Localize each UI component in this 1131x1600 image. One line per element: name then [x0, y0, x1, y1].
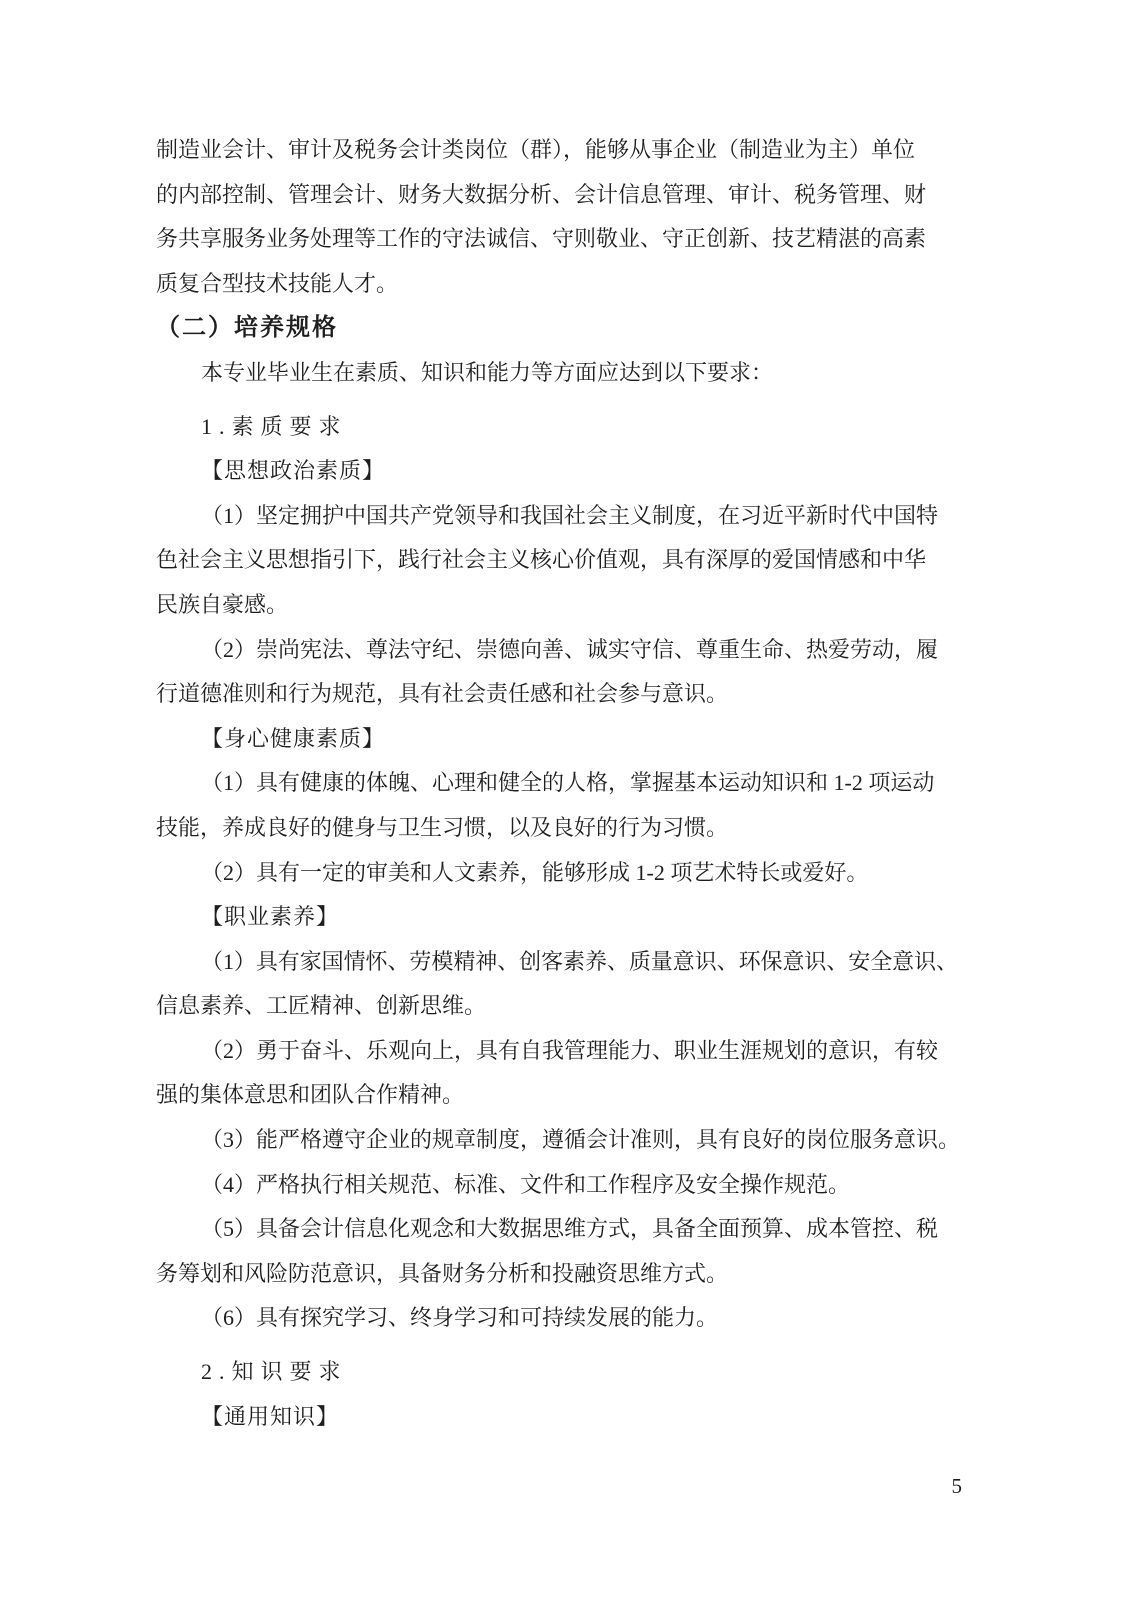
text-line: 质复合型技术技能人才。: [156, 270, 399, 296]
list-item-paragraph: [156, 494, 958, 628]
text-line: 【职业素养】: [201, 904, 340, 930]
text-line: 制造业会计、审计及税务会计类岗位（群），能够从事企业（制造业为主）单位: [156, 137, 916, 162]
bracket-heading: [156, 1395, 958, 1440]
page-number: 5: [951, 1474, 962, 1498]
text-line: 技能，养成良好的健身与卫生习惯，以及良好的行为习惯。: [156, 814, 729, 840]
text-line: 信息素养、工匠精神、创新思维。: [156, 993, 487, 1019]
list-item-paragraph: [156, 940, 958, 1029]
text-line: 民族自豪感。: [156, 591, 289, 617]
text-line: （2）具有一定的审美和人文素养，能够形成 1-2 项艺术特长或爱好。: [201, 859, 869, 885]
text-line: 【身心健康素质】: [201, 725, 386, 751]
list-item-paragraph: [156, 1207, 958, 1296]
list-item-paragraph: [156, 1163, 958, 1208]
text-line: （5）具备会计信息化观念和大数据思维方式，具备全面预算、成本管控、税: [201, 1216, 939, 1242]
text-line: （2）崇尚宪法、尊法守纪、崇德向善、诚实守信、尊重生命、热爱劳动，履: [201, 636, 939, 662]
text-line: 1.素质要求: [201, 413, 348, 439]
list-item-paragraph: [156, 1029, 958, 1118]
text-line: 本专业毕业生在素质、知识和能力等方面应达到以下要求：: [201, 359, 774, 385]
text-line: （二）培养规格: [156, 314, 338, 342]
text-line: 的内部控制、管理会计、财务大数据分析、会计信息管理、审计、税务管理、财: [156, 181, 927, 207]
text-line: （2）勇于奋斗、乐观向上，具有自我管理能力、职业生涯规划的意识，有较: [201, 1037, 939, 1063]
document-body: [156, 128, 961, 1439]
text-line: （1）具有健康的体魄、心理和健全的人格，掌握基本运动知识和 1-2 项运动: [201, 770, 935, 796]
bracket-heading: [156, 895, 958, 940]
text-line: （6）具有探究学习、终身学习和可持续发展的能力。: [201, 1305, 719, 1331]
text-line: （4）严格执行相关规范、标准、文件和工作程序及安全操作规范。: [201, 1171, 851, 1197]
text-line: （1）具有家国情怀、劳模精神、创客素养、质量意识、环保意识、安全意识、: [201, 948, 959, 974]
text-line: （1）坚定拥护中国共产党领导和我国社会主义制度，在习近平新时代中国特: [201, 502, 939, 528]
text-line: 【通用知识】: [201, 1403, 340, 1429]
text-line: 色社会主义思想指引下，践行社会主义核心价值观，具有深厚的爱国情感和中华: [156, 547, 927, 573]
text-line: 强的集体意思和团队合作精神。: [156, 1082, 465, 1108]
text-line: 2.知识要求: [201, 1359, 348, 1385]
paragraph: [156, 128, 958, 306]
numbered-heading: [156, 1350, 958, 1395]
bracket-heading: [156, 449, 958, 494]
list-item-paragraph: [156, 628, 958, 717]
text-line: 【思想政治素质】: [201, 458, 386, 484]
page-footer: [156, 1472, 962, 1500]
section-heading: [156, 306, 958, 351]
bracket-heading: [156, 717, 958, 762]
text-line: 行道德准则和行为规范，具有社会责任感和社会参与意识。: [156, 681, 729, 707]
list-item-paragraph: [156, 1296, 958, 1341]
paragraph: [156, 351, 958, 396]
text-line: （3）能严格遵守企业的规章制度，遵循会计准则，具有良好的岗位服务意识。: [201, 1127, 961, 1153]
text-line: 务筹划和风险防范意识，具备财务分析和投融资思维方式。: [156, 1260, 729, 1286]
list-item-paragraph: [156, 851, 958, 896]
list-item-paragraph: [156, 761, 958, 850]
numbered-heading: [156, 405, 958, 450]
list-item-paragraph: [156, 1118, 961, 1163]
text-line: 务共享服务业务处理等工作的守法诚信、守则敬业、守正创新、技艺精湛的高素: [156, 226, 927, 252]
